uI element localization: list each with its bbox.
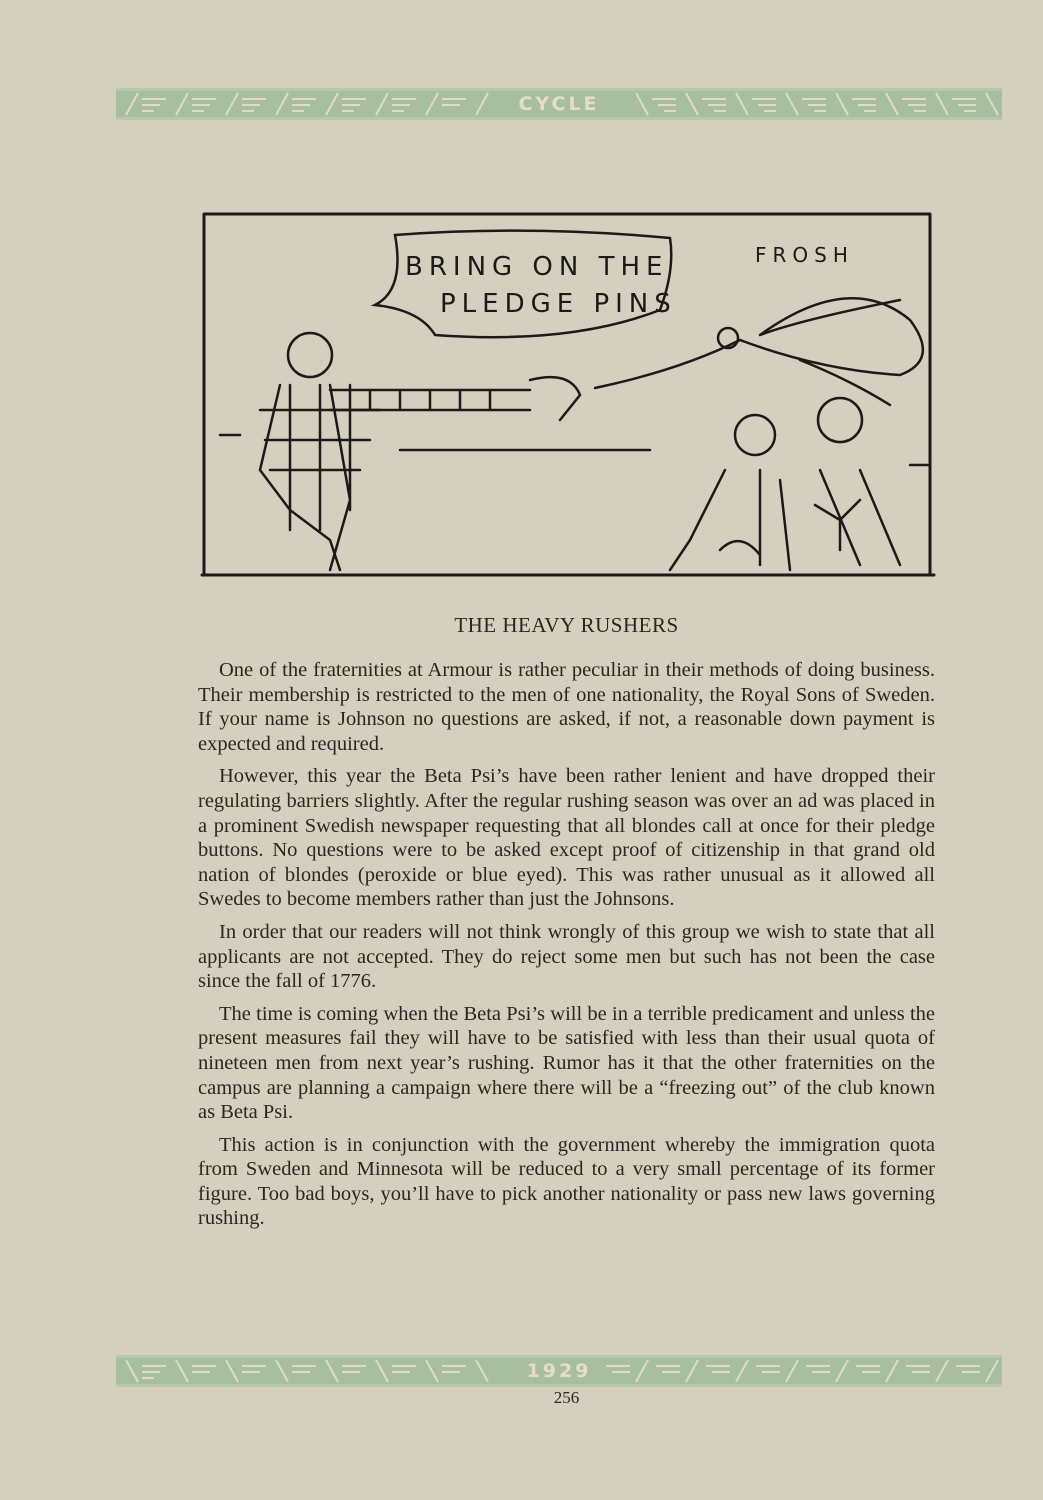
page-number: 256 (553, 1388, 580, 1407)
paragraph: The time is coming when the Beta Psi’s will be in a terrible predicament and unless the present measures fail they will have to be satisfied with less than their usual quota of nineteen men from next year’s rushing. Rumor has it that the other fraternities on the campus are planning a campaign where there will be a “freezing out” of the club known as Beta Psi. (198, 1002, 935, 1124)
frosh-figures (670, 398, 930, 570)
paragraph: However, this year the Beta Psi’s have been rather lenient and have dropped their regulating barriers slightly. After the regular rushing season was over an ad was placed in a prominent Swedish newspaper requesting that all blondes call at once for their pledge buttons. No questions were to be asked except proof of citizenship in that grand old nation of blondes (peroxide or blue eyed). This was rather unusual as it allowed all Swedes to become members rather than just the Johnsons. (198, 765, 935, 911)
cartoon-illustration (200, 210, 936, 580)
article-title: THE HEAVY RUSHERS (454, 613, 679, 637)
footer-decorative-band (116, 1355, 1002, 1387)
paragraph: This action is in conjunction with the government whereby the immigration quota from Sweden and Minnesota will be reduced to a very small percentage of its former figure. Too bad boys, you’ll have to pick another nationality or pass new laws governing rushing. (198, 1133, 935, 1230)
speech-bubble (375, 231, 671, 338)
article-body (198, 658, 935, 1239)
speech-text-line1: BRING ON THE (405, 252, 669, 282)
footer-band-label: 1929 (517, 1359, 602, 1383)
frosh-label: FROSH (755, 243, 854, 267)
paragraph: One of the fraternities at Armour is rather peculiar in their methods of doing business. Their membership is restricted to the men of one nationality, the Royal Sons of Sweden. If your name is Johnson no questions are asked, if not, a reasonable down payment is expected and required. (198, 659, 935, 755)
speech-text-line2: PLEDGE PINS (440, 289, 677, 319)
paragraph: In order that our readers will not think wrongly of this group we wish to state that all applicants are not accepted. They do reject some men but such has not been the case since the fall of 1776. (198, 920, 935, 993)
header-band-label: CYCLE (508, 92, 609, 116)
header-decorative-band (116, 88, 1002, 120)
rusher-figure (220, 333, 650, 570)
